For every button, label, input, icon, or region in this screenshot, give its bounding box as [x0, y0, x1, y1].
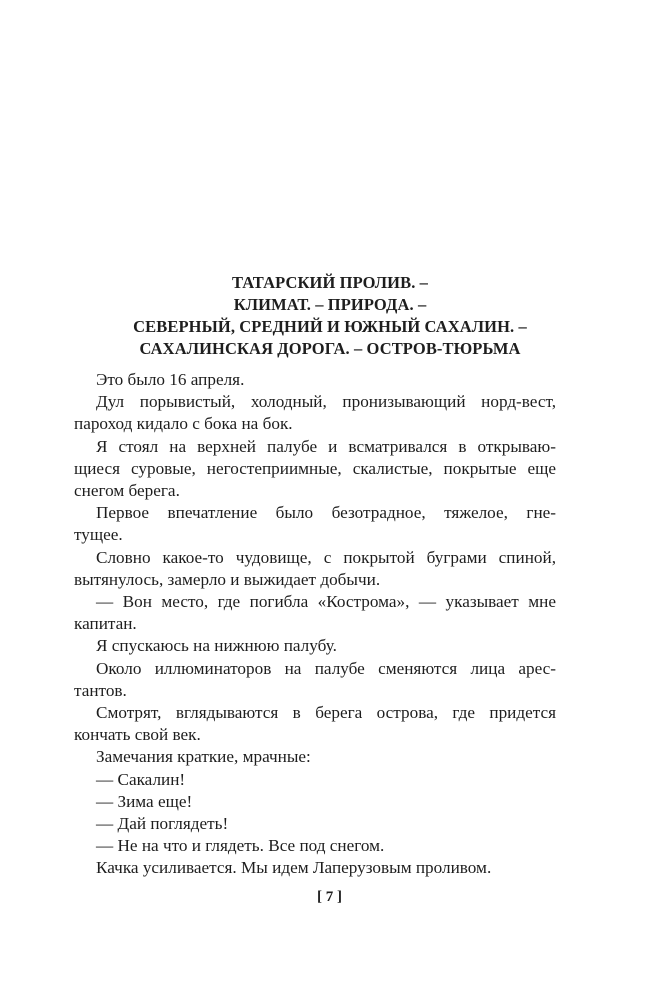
heading-line: КЛИМАТ. – ПРИРОДА. –	[233, 295, 427, 314]
text-line: — Сакалин!	[96, 769, 186, 789]
paragraph	[96, 635, 556, 657]
paragraph	[74, 391, 556, 435]
text-line: Замечания краткие, мрачные:	[96, 747, 311, 767]
text-line: щиеся суровые, негостеприимные, скалистые, покрытые еще	[74, 458, 556, 478]
text-line: Я стоял на верхней палубе и всматривался в открываю-	[96, 436, 556, 456]
paragraph	[96, 791, 556, 813]
text-line: Это было 16 апреля.	[96, 370, 245, 389]
paragraph	[96, 857, 556, 879]
paragraph	[96, 769, 556, 791]
paragraph	[74, 436, 556, 503]
text-line: тантов.	[74, 680, 127, 700]
text-line: снегом берега.	[74, 481, 180, 501]
paragraph	[74, 702, 556, 746]
text-line: Словно какое-то чудовище, с покрытой буграми спиной,	[96, 547, 556, 567]
text-line: Смотрят, вглядываются в берега острова, где придется	[96, 703, 556, 723]
text-line: Качка усиливается. Мы идем Лаперузовым проливом.	[96, 858, 492, 878]
page-number: [ 7 ]	[317, 889, 342, 905]
paragraph	[74, 502, 556, 546]
paragraph	[74, 658, 556, 702]
paragraph	[74, 591, 556, 635]
paragraph	[96, 835, 556, 857]
paragraph	[96, 746, 556, 768]
chapter-heading	[60, 272, 600, 360]
heading-line: СЕВЕРНЫЙ, СРЕДНИЙ И ЮЖНЫЙ САХАЛИН. –	[133, 317, 527, 336]
paragraph	[74, 547, 556, 591]
heading-line: САХАЛИНСКАЯ ДОРОГА. – ОСТРОВ-ТЮРЬМА	[139, 339, 521, 358]
text-line: кончать свой век.	[74, 725, 201, 745]
text-line: — Вон место, где погибла «Кострома», — указывает мне	[96, 592, 556, 612]
paragraph	[96, 813, 556, 835]
text-line: — Зима еще!	[96, 791, 193, 811]
text-line: Дул порывистый, холодный, пронизывающий норд-вест,	[96, 392, 556, 412]
body-text	[74, 369, 556, 880]
text-line: Первое впечатление было безотрадное, тяжелое, гне-	[96, 503, 556, 523]
text-line: пароход кидало с бока на бок.	[74, 414, 293, 434]
text-line: капитан.	[74, 614, 137, 634]
heading-line: ТАТАРСКИЙ ПРОЛИВ. –	[231, 273, 429, 292]
paragraph	[96, 369, 556, 391]
text-line: тущее.	[74, 525, 123, 545]
text-line: Я спускаюсь на нижнюю палубу.	[96, 636, 337, 656]
text-line: — Дай поглядеть!	[96, 814, 229, 834]
text-line: — Не на что и глядеть. Все под снегом.	[96, 836, 385, 856]
text-line: Около иллюминаторов на палубе сменяются лица арес-	[96, 658, 556, 678]
text-line: вытянулось, замерло и выжидает добычи.	[74, 569, 381, 589]
